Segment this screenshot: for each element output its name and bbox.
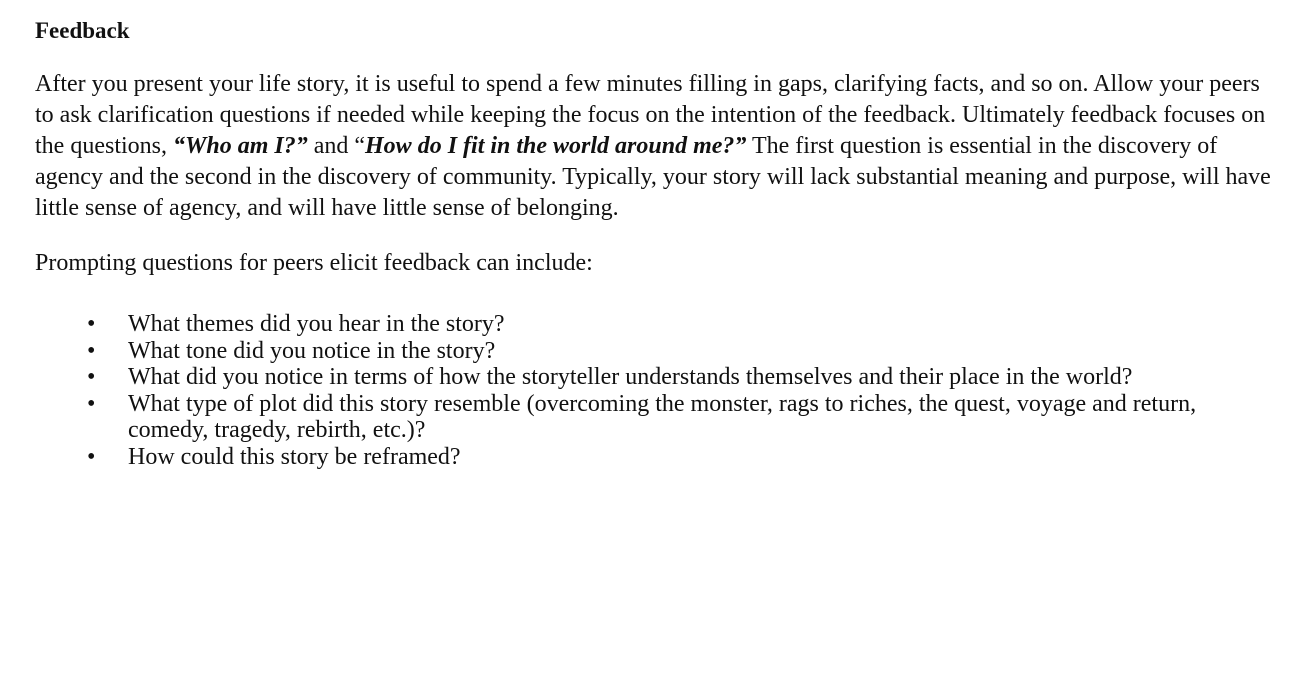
question-how-do-i-fit: How do I fit in the world around me?”: [365, 133, 747, 159]
list-item-text: What did you notice in terms of how the storyteller understands themselves and their place in the world?: [128, 364, 1133, 390]
list-item: [35, 364, 1275, 391]
bullet-icon: •: [87, 390, 96, 417]
intro-paragraph: [35, 69, 1275, 224]
list-item: [35, 338, 1275, 365]
bullet-icon: •: [87, 311, 96, 337]
section-heading: Feedback: [35, 18, 130, 43]
question-list: [35, 311, 1275, 470]
list-item-text: What type of plot did this story resemble (overcoming the monster, rags to riches, the quest, voyage and return, comedy, tragedy, rebirth, etc.)?: [128, 390, 1197, 443]
list-item: [35, 444, 1275, 471]
question-who-am-i: “Who am I?”: [173, 133, 308, 159]
list-item-text: What tone did you notice in the story?: [128, 337, 496, 364]
bullet-icon: •: [87, 364, 96, 390]
bullet-icon: •: [87, 443, 96, 470]
list-item: [35, 311, 1275, 338]
prompt-paragraph: Prompting questions for peers elicit feedback can include:: [35, 250, 593, 276]
intro-text-2: and “: [307, 133, 366, 159]
list-item-text: What themes did you hear in the story?: [128, 311, 505, 337]
intro-text-3: The first question is essential in the discovery of agency and the second in the discovery of community. Typically, your story will lack substantial meaning and purpose, will have little sense of agency, and will have little sense of belonging.: [35, 133, 1271, 221]
list-item: [35, 391, 1275, 444]
intro-text-1: After you present your life story, it is useful to spend a few minutes filling in gaps, clarifying facts, and so on. Allow your peers to ask clarification questions if needed while keeping the focus on the intention of the feedback. Ultimately feedback focuses on the questions,: [35, 71, 1266, 159]
bullet-icon: •: [87, 337, 96, 364]
list-item-text: How could this story be reframed?: [128, 443, 461, 470]
